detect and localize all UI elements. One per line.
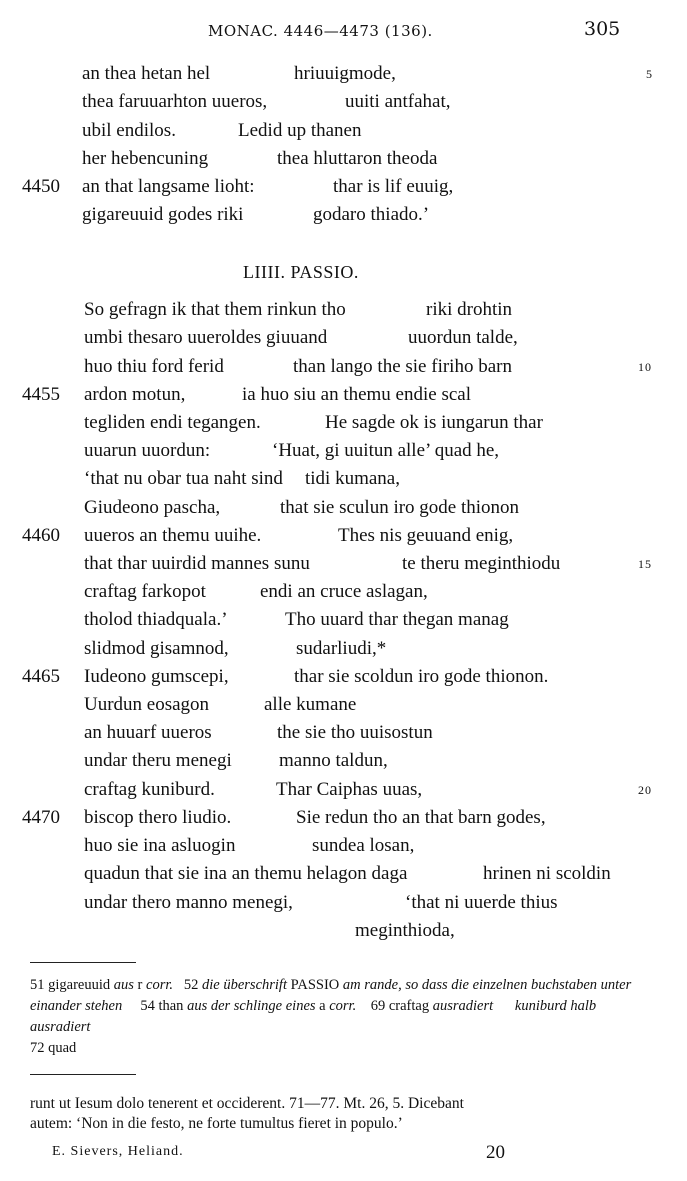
verse-line [0,381,687,409]
verse-line [0,663,687,691]
verse-first-half: ‘that nu obar tua naht sind [84,468,283,489]
verse-number: 4460 [22,525,60,546]
verse-first-half: So gefragn ik that them rinkun tho [84,299,346,320]
verse-line [0,747,687,775]
verse-first-half: tholod thiadquala.’ [84,609,228,630]
note-69b-word: kuniburd [514,998,567,1014]
verse-first-half: ardon motun, [84,384,186,405]
verse-second-half: endi an cruce aslagan, [260,581,428,602]
verse-second-half: ‘Huat, gi uuitun alle’ quad he, [272,440,500,461]
verse-first-half: craftag farkopot [84,581,206,602]
verse-line [0,465,687,493]
verse-line [0,145,687,173]
verse-first-half: craftag kuniburd. [84,779,215,800]
verse-second-half: Thar Caiphas uuas, [276,779,423,800]
note-54-corr: corr. [329,998,357,1014]
verse-second-half: sundea losan, [312,835,415,856]
note-51-aus: aus [113,977,134,993]
note-51-corr: corr. [146,977,174,993]
verse-first-half: Giudeono pascha, [84,497,221,518]
verse-first-half: slidmod gisamnod, [84,638,229,659]
verse-second-half: te theru meginthiodu [402,553,561,574]
verse-line [0,522,687,550]
note-69-word: 69 craftag [370,998,430,1014]
verse-number: 4470 [22,807,60,828]
verse-second-half: that sie sculun iro gode thionon [280,497,520,518]
note-52-word: PASSIO [290,977,340,993]
source-line-1: runt ut Iesum dolo tenerent et occiderent. 71—77. Mt. 26, 5. Dicebant [30,1095,464,1112]
verse-first-half: huo thiu ford ferid [84,356,224,377]
verse-first-half: Iudeono gumscepi, [84,666,229,687]
verse-second-half: uuordun talde, [408,327,518,348]
verse-line [0,324,687,352]
verse-second-half: uuiti antfahat, [345,91,451,112]
verse-first-half: an huuarf uueros [84,722,212,743]
verse-line [0,804,687,832]
note-54-word: 54 than [140,998,184,1014]
verse-line [0,494,687,522]
verse-line [0,860,687,888]
verse-second-half: thar is lif euuig, [333,176,454,197]
page-footer [0,1142,687,1164]
verse-second-half: hrinen ni scoldin [483,863,611,884]
verse-line [0,550,687,578]
verse-line [0,88,687,116]
note-69b-text: halb ausradiert [30,998,597,1035]
margin-line-number: 15 [638,557,652,571]
verse-second-half: Ledid up thanen [238,120,362,141]
verse-second-half: meginthioda, [355,920,455,941]
sheet-number: 20 [486,1142,505,1163]
verse-line [0,296,687,324]
verse-second-half: ia huo siu an themu endie scal [242,384,471,405]
verse-first-half: huo sie ina asluogin [84,835,236,856]
source-parallels [30,1094,658,1134]
verse-number: 4455 [22,384,60,405]
verse-number: 4450 [22,176,60,197]
verse-line [0,889,687,917]
verse-first-half: undar theru menegi [84,750,232,771]
verse-line [0,353,687,381]
verse-second-half: tidi kumana, [305,468,400,489]
note-52-num: 52 [183,977,199,993]
verse-first-half: that thar uuirdid mannes sunu [84,553,310,574]
running-head: MONAC. 4446—4473 (136). [208,22,433,40]
note-54-text: aus der schlinge eines [187,998,316,1014]
note-72: 72 quad [30,1040,77,1056]
note-51-word: 51 gigareuuid [30,977,111,993]
verse-line [0,201,687,229]
verse-first-half: umbi thesaro uueroldes giuuand [84,327,328,348]
verse-second-half: He sagde ok is iungarun thar [325,412,543,433]
verse-second-half: ‘that ni uuerde thius [405,892,558,913]
margin-line-number: 5 [646,67,653,81]
note-69-text: ausradiert [432,998,494,1014]
verse-line [0,776,687,804]
note-52-text-a: die überschrift [202,977,287,993]
verse-first-half: biscop thero liudio. [84,807,232,828]
verse-first-half: gigareuuid godes riki [82,204,244,225]
verse-second-half: thar sie scoldun iro gode thionon. [294,666,549,687]
verse-first-half: her hebencuning [82,148,209,169]
verse-line [0,635,687,663]
verse-first-half: uuarun uuordun: [84,440,211,461]
verse-line [0,832,687,860]
verse-line [0,117,687,145]
verse-first-half: an that langsame lioht: [82,176,255,197]
verse-second-half: Tho uuard thar thegan manag [285,609,509,630]
footnote-rule [30,962,136,963]
verse-first-half: tegliden endi tegangen. [84,412,261,433]
section-title: LIIII. PASSIO. [243,262,359,282]
verse-line [0,719,687,747]
verse-line [0,60,687,88]
verse-second-half: the sie tho uuisostun [277,722,433,743]
verse-line [0,409,687,437]
note-51-letter: r [137,977,143,993]
verse-line [0,578,687,606]
page-header [0,18,687,46]
margin-line-number: 20 [638,783,652,797]
verse-second-half: riki drohtin [426,299,513,320]
verse-line [0,173,687,201]
source-line-2: autem: ‘Non in die festo, ne forte tumultus fieret in populo.’ [30,1115,403,1132]
verse-first-half: Uurdun eosagon [84,694,210,715]
verse-second-half: sudarliudi,* [296,638,387,659]
verse-second-half: alle kumane [264,694,357,715]
verse-second-half: than lango the sie firiho barn [293,356,512,377]
verse-first-half: quadun that sie ina an themu helagon daga [84,863,408,884]
note-52-text-b: am rande, so dass die einzelnen buchstaben unter einander stehen [30,977,632,1014]
sources-rule [30,1074,136,1075]
verse-second-half: godaro thiado.’ [313,204,430,225]
verse-first-half: ubil endilos. [82,120,176,141]
textual-notes [30,975,658,1059]
page-number: 305 [584,18,621,40]
verse-first-half: thea faruuarhton uueros, [82,91,268,112]
verse-second-half: thea hluttaron theoda [277,148,438,169]
verse-first-half: uueros an themu uuihe. [84,525,262,546]
verse-second-half: manno taldun, [279,750,388,771]
verse-number: 4465 [22,666,60,687]
verse-line [0,437,687,465]
note-54-letter: a [319,998,326,1014]
footer-signature: E. Sievers, Heliand. [52,1144,184,1159]
verse-second-half: Sie redun tho an that barn godes, [296,807,546,828]
verse-second-half: hriuuigmode, [294,63,396,84]
verse-line [0,691,687,719]
margin-line-number: 10 [638,360,652,374]
verse-first-half: an thea hetan hel [82,63,211,84]
verse-second-half: Thes nis geuuand enig, [338,525,514,546]
verse-line [0,917,687,945]
verse-line [0,606,687,634]
verse-first-half: undar thero manno menegi, [84,892,293,913]
